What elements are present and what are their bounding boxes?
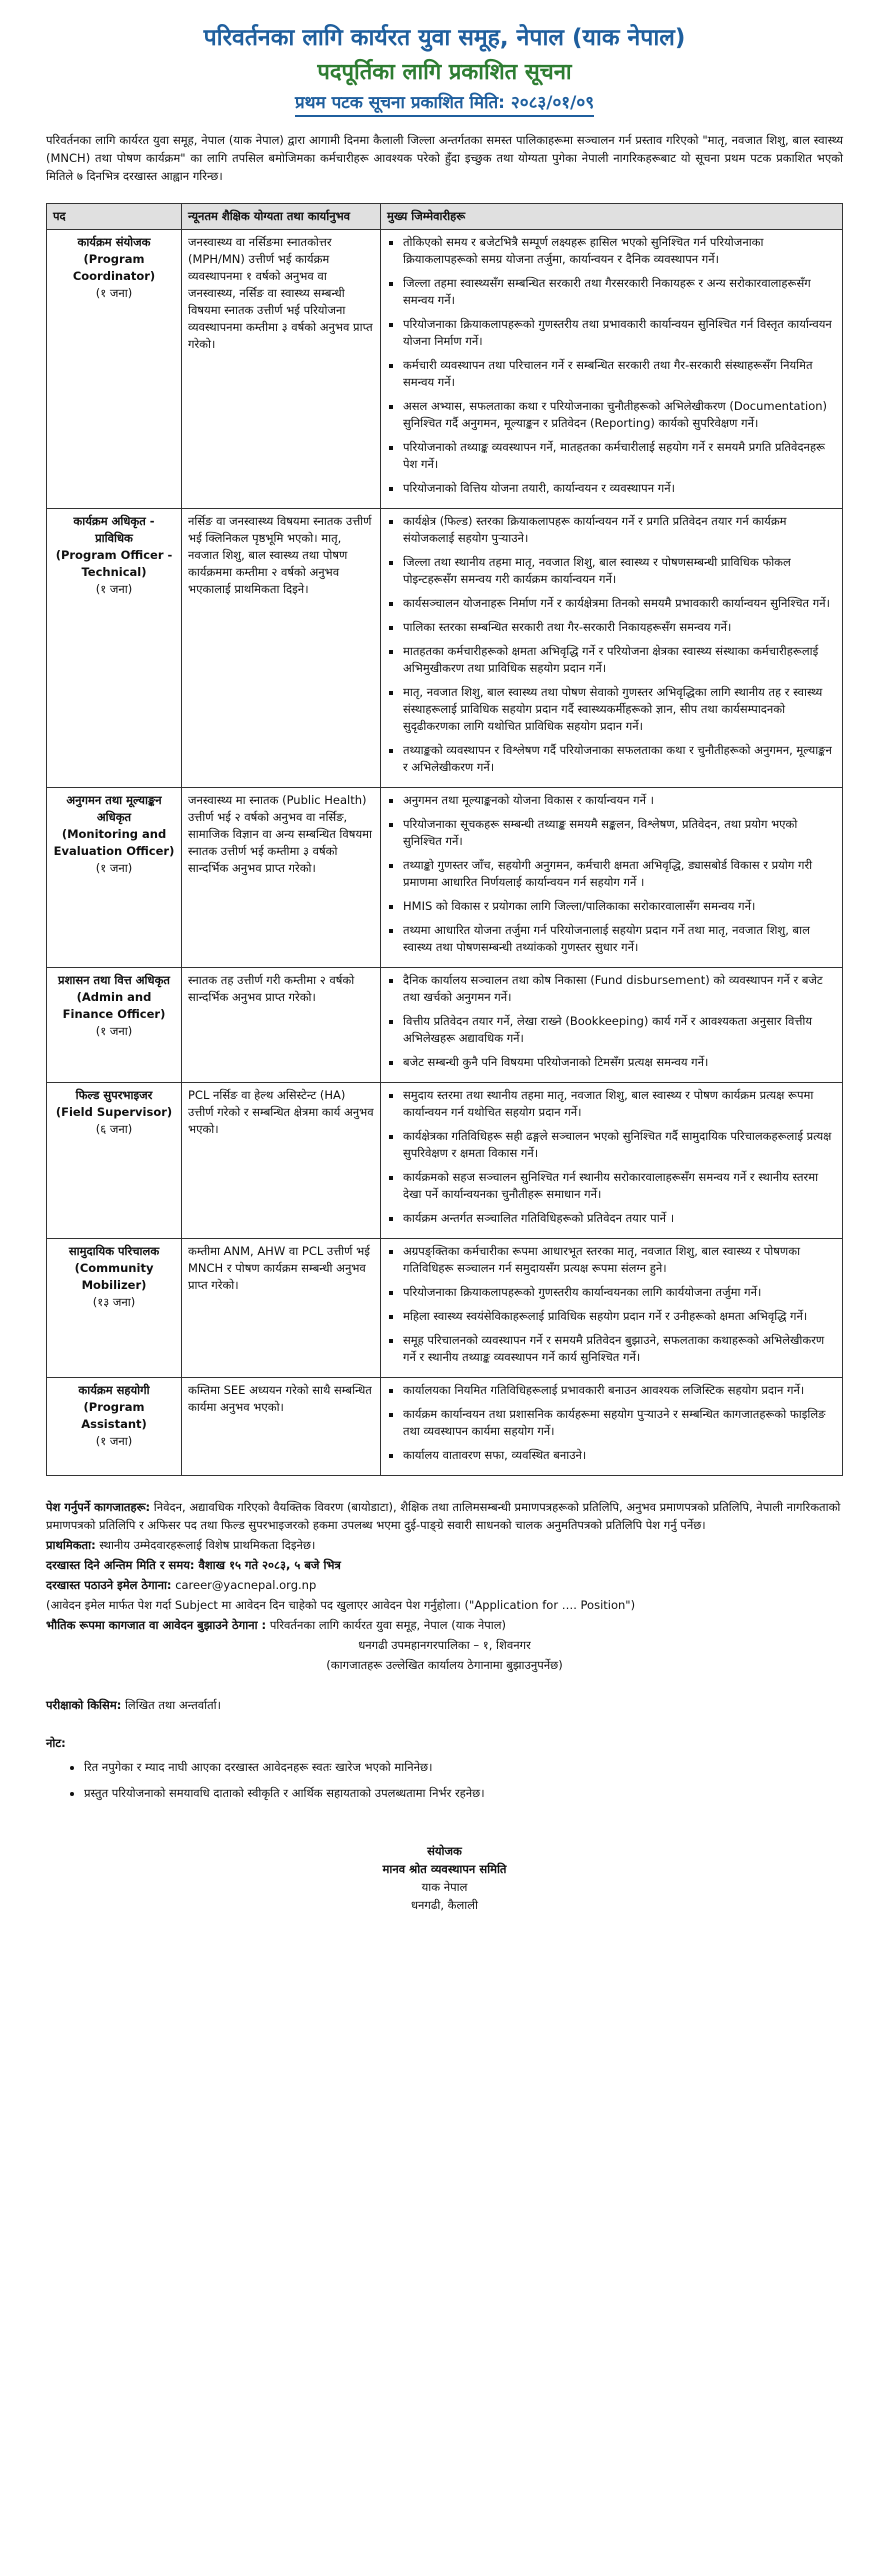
qualification-cell: कम्तीमा ANM, AHW वा PCL उत्तीर्ण भई MNCH र पोषण कार्यक्रम सम्बन्धी अनुभव प्राप्त गरेको। [182, 1239, 381, 1378]
responsibility-item: ▪ दैनिक कार्यालय सञ्चालन तथा कोष निकासा (Fund disbursement) को व्यवस्थापन गर्ने र बजेट तथा खर्चको अनुगमन गर्ने। [403, 972, 836, 1006]
qualification-cell: PCL नर्सिङ वा हेल्थ असिस्टेन्ट (HA) उत्तीर्ण गरेको र सम्बन्धित क्षेत्रमा कार्य अनुभव भएको। [182, 1083, 381, 1239]
application-info [46, 1498, 843, 1714]
physical-label: भौतिक रूपमा कागजात वा आवेदन बुझाउने ठेगाना : [46, 1618, 267, 1632]
exam-label: परीक्षाको किसिम: [46, 1698, 122, 1712]
responsibilities-list [387, 1382, 836, 1464]
table-header-row [47, 204, 843, 230]
responsibilities-list [387, 234, 836, 497]
qualification-cell: नर्सिङ वा जनस्वास्थ्य विषयमा स्नातक उत्तीर्ण भई क्लिनिकल पृष्ठभूमि भएको। मातृ, नवजात शिशु, बाल स्वास्थ्य तथा पोषण कार्यक्रममा कम्तीमा २ वर्षको अनुभव भएकालाई प्राथमिकता दिइने। [182, 509, 381, 788]
notes-label: नोट: [46, 1736, 66, 1750]
notice-title: पदपूर्तिका लागि प्रकाशित सूचना [317, 60, 572, 85]
responsibilities-cell [381, 968, 843, 1083]
responsibility-item: ▪ तथ्याङ्को गुणस्तर जाँच, सहयोगी अनुगमन, कर्मचारी क्षमता अभिवृद्धि, ड्यासबोर्ड विकास र प्रयोग गरी प्रमाणमा आधारित निर्णयलाई कार्यान्वयन गर्न सहयोग गर्ने । [403, 857, 836, 891]
position-title-en: (Program Assistant) [81, 1400, 147, 1431]
position-count: (१ जना) [95, 286, 133, 300]
signature-org: याक नेपाल [421, 1880, 468, 1894]
responsibility-item: ▪ जिल्ला तहमा स्वास्थ्यसँग सम्बन्धित सरकारी तथा गैरसरकारी निकायहरू र अन्य सरोकारवालाहरूसँग समन्वय गर्ने। [403, 275, 836, 309]
position-cell [47, 1378, 182, 1476]
position-title-en: (Field Supervisor) [55, 1105, 173, 1119]
responsibility-item: ▪ कार्यक्रम अन्तर्गत सञ्चालित गतिविधिहरूको प्रतिवेदन तयार पार्ने । [403, 1210, 836, 1227]
intro-paragraph: परिवर्तनका लागि कार्यरत युवा समूह, नेपाल (याक नेपाल) द्वारा आगामी दिनमा कैलाली जिल्ला अन्तर्गतका समस्त पालिकाहरूमा सञ्चालन गर्न प्रस्ताव गरिएको "मातृ, नवजात शिशु, बाल स्वास्थ्य (MNCH) तथा पोषण कार्यक्रम" का लागि तपसिल बमोजिमका कर्मचारीहरू आवश्यक परेको हुँदा इच्छुक तथा योग्यता पुगेका नेपाली नागरिकहरूबाट यो सूचना प्रथम पटक प्रकाशित भएको मितिले ७ दिनभित्र दरखास्त आह्वान गरिन्छ। [46, 133, 843, 183]
vacancy-table [46, 203, 843, 1476]
priority [46, 1536, 843, 1554]
priority-label: प्राथमिकता: [46, 1538, 96, 1552]
email-note: (आवेदन इमेल मार्फत पेश गर्दा Subject मा आवेदन दिन चाहेको पद खुलाएर आवेदन पेश गर्नुहोला। ("Application for …. Position") [46, 1598, 636, 1612]
note-item: • रित नपुगेका र म्याद नाघी आएका दरखास्त आवेदनहरू स्वतः खारेज भएको मानिनेछ। [84, 1758, 843, 1776]
documents-label: पेश गर्नुपर्ने कागजातहरू: [46, 1500, 151, 1514]
position-title-en: (Program Coordinator) [72, 252, 156, 283]
responsibility-item: ▪ परियोजनाका क्रियाकलापहरूको गुणस्तरीय कार्यान्वयनका लागि कार्ययोजना तर्जुमा गर्ने। [403, 1284, 836, 1301]
responsibility-item: ▪ मातृ, नवजात शिशु, बाल स्वास्थ्य तथा पोषण सेवाको गुणस्तर अभिवृद्धिका लागि स्थानीय तह र स्वास्थ्य संस्थाहरूलाई प्राविधिक सहयोग प्रदान गर्दै स्वास्थ्यकर्मीहरूको ज्ञान, सीप तथा कार्यसम्पादनको सुदृढीकरणका लागि यथोचित प्राविधिक सहयोग प्रदान गर्ने। [403, 684, 836, 735]
responsibility-item: ▪ परियोजनाको तथ्याङ्क व्यवस्थापन गर्ने, मातहतका कर्मचारीलाई सहयोग गर्ने र समयमै प्रगति प्रतिवेदनहरू पेश गर्ने। [403, 439, 836, 473]
table-row [47, 230, 843, 509]
responsibility-item: ▪ कार्यालयका नियमित गतिविधिहरूलाई प्रभावकारी बनाउन आवश्यक लजिस्टिक सहयोग प्रदान गर्ने। [403, 1382, 836, 1399]
responsibility-item: ▪ तथ्यमा आधारित योजना तर्जुमा गर्न परियोजनालाई सहयोग प्रदान गर्ने तथा मातृ, नवजात शिशु, बाल स्वास्थ्य तथा पोषणसम्बन्धी तथ्यांकको गुणस्तर सुधार गर्ने। [403, 922, 836, 956]
qualification-cell: जनस्वास्थ्य मा स्नातक (Public Health) उत्तीर्ण भई २ वर्षको अनुभव वा नर्सिङ, सामाजिक विज्ञान वा अन्य सम्बन्धित विषयमा स्नातक उत्तीर्ण भई कम्तीमा ३ वर्षको सान्दर्भिक अनुभव प्राप्त गरेको। [182, 788, 381, 968]
responsibility-item: ▪ असल अभ्यास, सफलताका कथा र परियोजनाका चुनौतीहरूको अभिलेखीकरण (Documentation) सुनिश्चित गर्दै अनुगमन, मूल्याङ्कन र प्रतिवेदन (Reporting) कार्यको सुपरिवेक्षण गर्ने। [403, 398, 836, 432]
publish-date [46, 90, 843, 113]
responsibilities-list [387, 513, 836, 776]
position-cell [47, 1083, 182, 1239]
responsibility-item: ▪ कार्यालय वातावरण सफा, व्यवस्थित बनाउने। [403, 1447, 836, 1464]
position-count: (१ जना) [95, 861, 133, 875]
responsibility-item: ▪ वित्तीय प्रतिवेदन तयार गर्ने, लेखा राख्ने (Bookkeeping) कार्य गर्ने र आवश्यकता अनुसार वित्तीय अभिलेखहरू अद्यावधिक गर्ने। [403, 1013, 836, 1047]
position-title-en: (Program Officer - Technical) [55, 548, 173, 579]
responsibilities-cell [381, 788, 843, 968]
position-cell [47, 509, 182, 788]
responsibility-item: ▪ अनुगमन तथा मूल्याङ्कनको योजना विकास र कार्यान्वयन गर्ने । [403, 792, 836, 809]
position-cell [47, 788, 182, 968]
responsibilities-list [387, 1087, 836, 1227]
publish-date-text: प्रथम पटक सूचना प्रकाशित मिति: २०८३/०१/०९ [295, 93, 594, 117]
deadline: दरखास्त दिने अन्तिम मिति र समय: वैशाख १५ गते २०८३, ५ बजे भित्र [46, 1558, 341, 1572]
documents-required [46, 1498, 843, 1534]
responsibility-item: ▪ परियोजनाको वित्तिय योजना तयारी, कार्यान्वयन र व्यवस्थापन गर्ने। [403, 480, 836, 497]
header-qualification: न्यूनतम शैक्षिक योग्यता तथा कार्यानुभव [182, 204, 381, 230]
email-address[interactable]: career@yacnepal.org.np [175, 1578, 317, 1592]
position-cell [47, 968, 182, 1083]
responsibility-item: ▪ बजेट सम्बन्धी कुनै पनि विषयमा परियोजनाको टिमसँग प्रत्यक्ष समन्वय गर्ने। [403, 1054, 836, 1071]
table-row [47, 1239, 843, 1378]
responsibilities-cell [381, 230, 843, 509]
responsibility-item: ▪ परियोजनाका सूचकहरू सम्बन्धी तथ्याङ्क समयमै सङ्कलन, विश्लेषण, प्रतिवेदन, तथा प्रयोग भएको सुनिश्चित गर्ने। [403, 816, 836, 850]
position-title-en: (Admin and Finance Officer) [62, 990, 166, 1021]
email-label: दरखास्त पठाउने इमेल ठेगाना: [46, 1578, 172, 1592]
header-position: पद [47, 204, 182, 230]
position-count: (१ जना) [95, 1434, 133, 1448]
priority-text: स्थानीय उम्मेदवारहरूलाई विशेष प्राथमिकता दिइनेछ। [99, 1538, 316, 1552]
signature-place: धनगढी, कैलाली [410, 1898, 479, 1912]
responsibility-item: ▪ कार्यसञ्चालन योजनाहरू निर्माण गर्ने र कार्यक्षेत्रमा तिनको समयमै प्रभावकारी कार्यान्वयन सुनिश्चित गर्ने। [403, 595, 836, 612]
table-row [47, 1083, 843, 1239]
signature-committee: मानव श्रोत व्यवस्थापन समिति [382, 1862, 507, 1876]
responsibility-item: ▪ समुदाय स्तरमा तथा स्थानीय तहमा मातृ, नवजात शिशु, बाल स्वास्थ्य र पोषण कार्यक्रम प्रत्यक्ष रूपमा कार्यान्वयन गर्न यथोचित सहयोग प्रदान गर्ने। [403, 1087, 836, 1121]
table-row [47, 509, 843, 788]
qualification-cell: जनस्वास्थ्य वा नर्सिङमा स्नातकोत्तर (MPH/MN) उत्तीर्ण भई कार्यक्रम व्यवस्थापनमा १ वर्षको अनुभव वा जनस्वास्थ्य, नर्सिङ वा स्वास्थ्य सम्बन्धी विषयमा स्नातक उत्तीर्ण भई परियोजना व्यवस्थापनमा कम्तीमा ३ वर्षको अनुभव प्राप्त गरेको। [182, 230, 381, 509]
responsibility-item: ▪ कार्यक्रम कार्यान्वयन तथा प्रशासनिक कार्यहरूमा सहयोग पुर्‍याउने र सम्बन्धित कागजातहरूको फाइलिङ तथा व्यवस्थापन कार्यमा सहयोग गर्ने। [403, 1406, 836, 1440]
position-title-np: फिल्ड सुपरभाइजर [75, 1088, 153, 1102]
position-title-np: कार्यक्रम सहयोगी [78, 1383, 150, 1397]
physical-address-line3: (कागजातहरू उल्लेखित कार्यालय ठेगानामा बुझाउनुपर्नेछ) [326, 1658, 563, 1672]
responsibility-item: ▪ तथ्याङ्कको व्यवस्थापन र विश्लेषण गर्दै परियोजनाका सफलताका कथा र चुनौतीहरूको अनुगमन, मूल्याङ्कन र अभिलेखीकरण गर्ने। [403, 742, 836, 776]
position-count: (१ जना) [95, 1024, 133, 1038]
position-title-np: प्रशासन तथा वित्त अधिकृत [58, 973, 170, 987]
exam-type [46, 1696, 843, 1714]
signature-block [46, 1842, 843, 1914]
note-item: • प्रस्तुत परियोजनाको समयावधि दाताको स्वीकृति र आर्थिक सहायताको उपलब्धतामा निर्भर रहनेछ। [84, 1784, 843, 1802]
responsibilities-list [387, 1243, 836, 1366]
responsibility-item: ▪ पालिका स्तरका सम्बन्धित सरकारी तथा गैर-सरकारी निकायहरूसँग समन्वय गर्ने। [403, 619, 836, 636]
responsibility-item: ▪ कार्यक्षेत्र (फिल्ड) स्तरका क्रियाकलापहरू कार्यान्वयन गर्ने र प्रगति प्रतिवेदन तयार गर्न कार्यक्रम संयोजकलाई सहयोग पुर्‍याउने। [403, 513, 836, 547]
responsibilities-cell [381, 1083, 843, 1239]
responsibilities-list [387, 972, 836, 1071]
position-title-np: कार्यक्रम संयोजक [77, 235, 151, 249]
responsibilities-list [387, 792, 836, 956]
email-line [46, 1576, 843, 1594]
position-title-np: सामुदायिक परिचालक [68, 1244, 160, 1258]
notes-section [46, 1734, 843, 1802]
org-title: परिवर्तनका लागि कार्यरत युवा समूह, नेपाल (याक नेपाल) [203, 25, 686, 51]
signature-role: संयोजक [427, 1844, 462, 1858]
responsibility-item: ▪ जिल्ला तथा स्थानीय तहमा मातृ, नवजात शिशु, बाल स्वास्थ्य र पोषणसम्बन्धी प्राविधिक फोकल पोइन्टहरूसँग समन्वय गरी कार्यक्रम कार्यान्वयन गर्ने। [403, 554, 836, 588]
responsibilities-cell [381, 1378, 843, 1476]
responsibility-item: ▪ समूह परिचालनको व्यवस्थापन गर्ने र समयमै प्रतिवेदन बुझाउने, सफलताका कथाहरूको अभिलेखीकरण गर्ने र स्थानीय तथ्याङ्क व्यवस्थापन गर्ने कार्य सुनिश्चित गर्ने। [403, 1332, 836, 1366]
responsibilities-cell [381, 1239, 843, 1378]
table-row [47, 1378, 843, 1476]
exam-text: लिखित तथा अन्तर्वार्ता। [124, 1698, 222, 1712]
notes-list [46, 1758, 843, 1802]
position-cell [47, 1239, 182, 1378]
position-cell [47, 230, 182, 509]
documents-text: निवेदन, अद्यावधिक गरिएको वैयक्तिक विवरण (बायोडाटा), शैक्षिक तथा तालिमसम्बन्धी प्रमाणपत्रहरूको प्रतिलिपि, अनुभव प्रमाणपत्रको प्रतिलिपि, नेपाली नागरिकताको प्रमाणपत्रको प्रतिलिपि र अफिसर पद तथा फिल्ड सुपरभाइजरको हकमा उपलब्ध भएमा दुई-पाङ्ग्रे सवारी साधनको चालक अनुमतिपत्रको प्रतिलिपि पेश गर्नु पर्नेछ। [46, 1500, 841, 1532]
physical-text: परिवर्तनका लागि कार्यरत युवा समूह, नेपाल (याक नेपाल) [269, 1618, 507, 1632]
table-row [47, 968, 843, 1083]
header-responsibilities: मुख्य जिम्मेवारीहरू [381, 204, 843, 230]
responsibilities-cell [381, 509, 843, 788]
responsibility-item: ▪ HMIS को विकास र प्रयोगका लागि जिल्ला/पालिकाका सरोकारवालासँग समन्वय गर्ने। [403, 898, 836, 915]
vacancy-table-body [47, 230, 843, 1476]
position-title-np: अनुगमन तथा मूल्याङ्कन अधिकृत [66, 793, 162, 824]
position-count: (१३ जना) [92, 1295, 136, 1309]
position-title-en: (Community Mobilizer) [74, 1261, 154, 1292]
responsibility-item: ▪ तोकिएको समय र बजेटभित्रै सम्पूर्ण लक्ष्यहरू हासिल भएको सुनिश्चित गर्न परियोजनाका क्रियाकलापहरूको समग्र योजना तर्जुमा, कार्यान्वयन र दैनिक व्यवस्थापन गर्ने। [403, 234, 836, 268]
position-count: (६ जना) [95, 1122, 133, 1136]
table-row [47, 788, 843, 968]
responsibility-item: ▪ परियोजनाका क्रियाकलापहरूको गुणस्तरीय तथा प्रभावकारी कार्यान्वयन सुनिश्चित गर्न विस्तृत कार्यान्वयन योजना निर्माण गर्ने। [403, 316, 836, 350]
position-title-np: कार्यक्रम अधिकृत - प्राविधिक [73, 514, 155, 545]
physical-address-line [46, 1616, 843, 1634]
responsibility-item: ▪ मातहतका कर्मचारीहरूको क्षमता अभिवृद्धि गर्ने र परियोजना क्षेत्रका स्वास्थ्य संस्थाका कर्मचारीहरूलाई अभिमुखीकरण तथा प्राविधिक सहयोग प्रदान गर्ने। [403, 643, 836, 677]
qualification-cell: कम्तिमा SEE अध्ययन गरेको साथै सम्बन्धित कार्यमा अनुभव भएको। [182, 1378, 381, 1476]
physical-address-line2: धनगढी उपमहानगरपालिका – १, शिवनगर [358, 1638, 531, 1652]
responsibility-item: ▪ अग्रपङ्क्तिका कर्मचारीका रूपमा आधारभूत स्तरका मातृ, नवजात शिशु, बाल स्वास्थ्य र पोषणका गतिविधिहरू सञ्चालन गर्न समुदायसँग प्रत्यक्ष रूपमा संलग्न हुने। [403, 1243, 836, 1277]
responsibility-item: ▪ कर्मचारी व्यवस्थापन तथा परिचालन गर्ने र सम्बन्धित सरकारी तथा गैर-सरकारी संस्थाहरूसँग नियमित समन्वय गर्ने। [403, 357, 836, 391]
responsibility-item: ▪ कार्यक्षेत्रका गतिविधिहरू सही ढङ्गले सञ्चालन भएको सुनिश्चित गर्दै सामुदायिक परिचालकहरूलाई प्रत्यक्ष सुपरिवेक्षण र क्षमता विकास गर्ने। [403, 1128, 836, 1162]
position-count: (१ जना) [95, 582, 133, 596]
responsibility-item: ▪ कार्यक्रमको सहज सञ्चालन सुनिश्चित गर्न स्थानीय सरोकारवालाहरूसँग समन्वय गर्ने र स्थानीय स्तरमा देखा पर्ने कार्यान्वयनका चुनौतीहरू समाधान गर्ने। [403, 1169, 836, 1203]
responsibility-item: ▪ महिला स्वास्थ्य स्वयंसेविकाहरूलाई प्राविधिक सहयोग प्रदान गर्ने र उनीहरूको क्षमता अभिवृद्धि गर्ने। [403, 1308, 836, 1325]
qualification-cell: स्नातक तह उत्तीर्ण गरी कम्तीमा २ वर्षको सान्दर्भिक अनुभव प्राप्त गरेको। [182, 968, 381, 1083]
position-title-en: (Monitoring and Evaluation Officer) [53, 827, 175, 858]
